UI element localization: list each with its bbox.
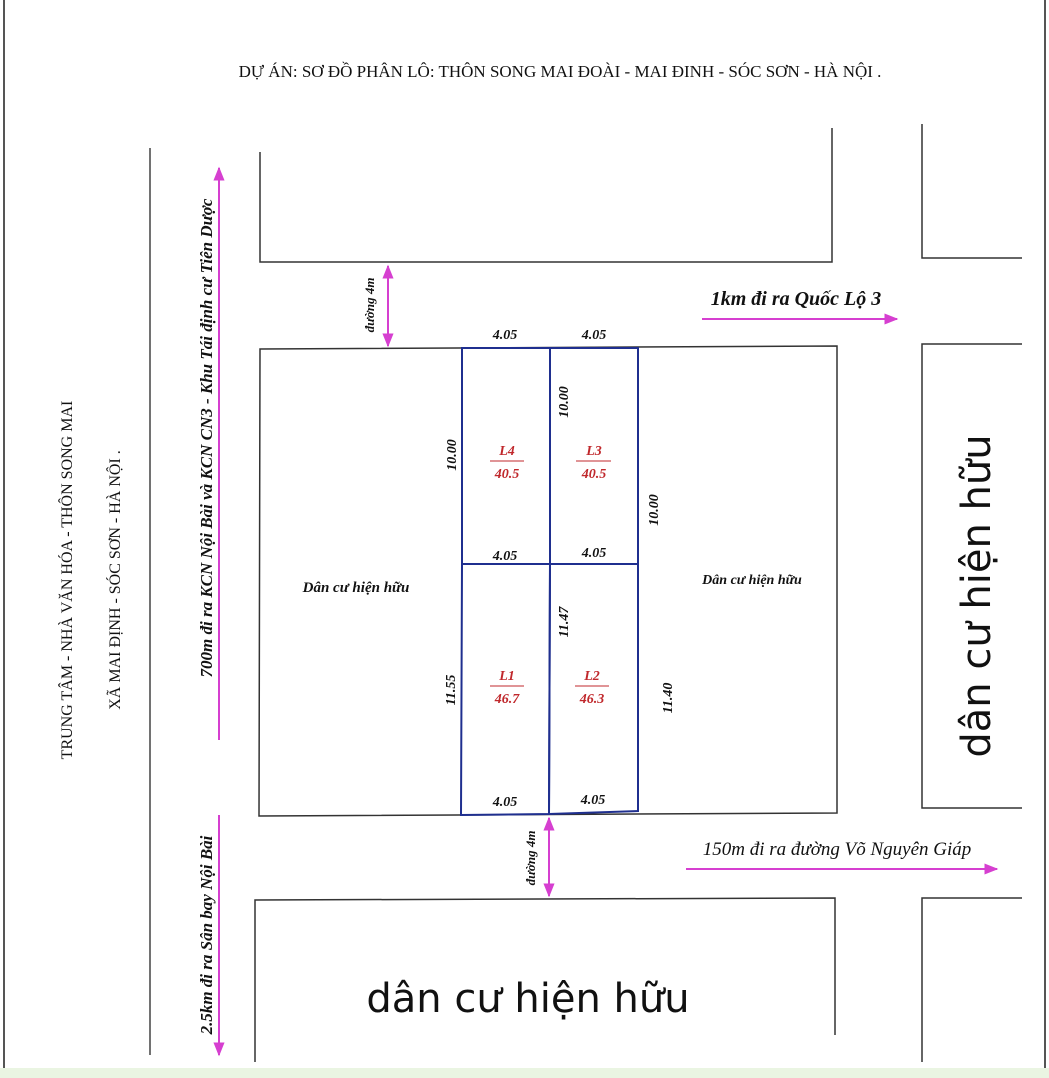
lot-L1-area: 46.7 xyxy=(494,692,520,707)
right-residential-label: Dân cư hiện hữu xyxy=(702,573,802,588)
top-road-label: đường 4m xyxy=(362,277,377,333)
lot-L1[interactable] xyxy=(461,564,550,815)
lot-L2[interactable] xyxy=(549,564,638,814)
lot-L3-area: 40.5 xyxy=(581,467,607,482)
lot-L1-name: L1 xyxy=(499,669,515,684)
commune-label: XÃ MAI ĐỊNH - SÓC SƠN - HÀ NỘI . xyxy=(107,450,124,710)
dim-top-right: 4.05 xyxy=(581,328,607,343)
dim-l2-inner: 11.47 xyxy=(557,606,572,638)
plan-title: DỰ ÁN: SƠ ĐỒ PHÂN LÔ: THÔN SONG MAI ĐOÀI - MAI ĐINH - SÓC SƠN - HÀ NỘI . xyxy=(238,62,882,81)
lot-L4-area: 40.5 xyxy=(494,467,520,482)
dim-l3-right: 10.00 xyxy=(647,494,662,526)
left-residential-label: Dân cư hiện hữu xyxy=(302,580,410,596)
lot-L2-area: 46.3 xyxy=(579,692,605,707)
kcn-direction-label: 700m đi ra KCN Nội Bài và KCN CN3 - Khu Tái định cư Tiên Dược xyxy=(197,198,216,678)
dim-l3-inner: 10.00 xyxy=(557,386,572,418)
dim-l4-left: 10.00 xyxy=(445,439,460,471)
lot-L4-name: L4 xyxy=(499,444,515,459)
bottom-right-block xyxy=(922,898,1022,1062)
vo-nguyen-giap-label: 150m đi ra đường Võ Nguyên Giáp xyxy=(702,839,972,860)
dim-top-left: 4.05 xyxy=(492,328,518,343)
lot-L3-name: L3 xyxy=(586,444,602,459)
dim-mid-right: 4.05 xyxy=(581,546,607,561)
quoc-lo-label: 1km đi ra Quốc Lộ 3 xyxy=(710,288,882,310)
dim-l1-left: 11.55 xyxy=(444,674,459,706)
dim-mid-left: 4.05 xyxy=(492,549,518,564)
dim-bottom-right: 4.05 xyxy=(580,793,606,808)
bottom-residential-big-label: dân cư hiện hữu xyxy=(366,976,690,1022)
center-label: TRUNG TÂM - NHÀ VĂN HÓA - THÔN SONG MAI xyxy=(59,400,76,760)
dim-bottom-left: 4.05 xyxy=(492,795,518,810)
airport-direction-label: 2.5km đi ra Sân bay Nội Bài xyxy=(197,835,216,1035)
bottom-edge-strip xyxy=(0,1068,1049,1078)
top-right-block xyxy=(922,124,1022,258)
right-residential-big-label: dân cư hiện hữu xyxy=(954,434,1000,758)
top-left-block xyxy=(260,128,832,262)
lot-L2-name: L2 xyxy=(584,669,600,684)
dim-l2-right: 11.40 xyxy=(661,682,676,714)
bottom-road-label: đường 4m xyxy=(523,830,538,886)
